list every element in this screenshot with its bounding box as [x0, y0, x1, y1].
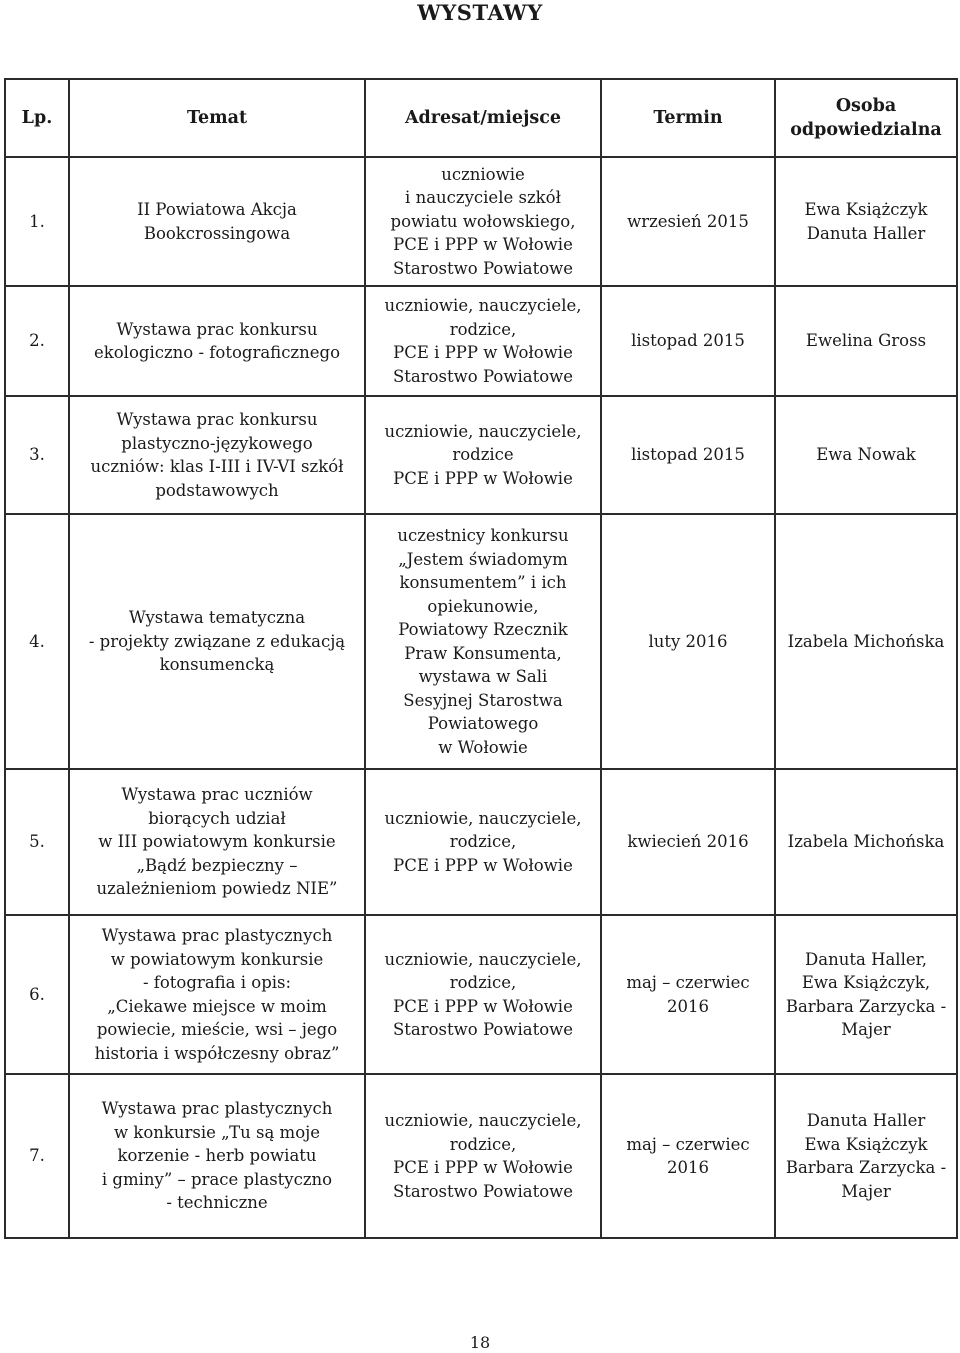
header-osoba	[775, 79, 957, 157]
header-osoba-line: Osoba	[835, 96, 897, 116]
cell-adresat-line: uczniowie, nauczyciele,	[384, 421, 582, 441]
cell-adresat-line: uczniowie, nauczyciele,	[384, 949, 582, 969]
cell-adresat-line: PCE i PPP w Wołowie	[393, 1158, 573, 1177]
cell-lp: 6.	[5, 915, 69, 1074]
table-header-row	[5, 79, 957, 157]
cell-adresat-line: uczniowie, nauczyciele,	[384, 1111, 582, 1130]
cell-temat	[69, 915, 365, 1074]
cell-adresat-line: Sesyjnej Starostwa	[403, 690, 563, 710]
cell-temat-line: biorących udział	[148, 808, 286, 828]
cell-temat-line: w powiatowym konkursie	[110, 949, 324, 969]
cell-adresat-line: rodzice,	[449, 973, 517, 992]
cell-adresat-line: Praw Konsumenta,	[404, 643, 562, 663]
header-osoba-line: odpowiedzialna	[790, 120, 942, 140]
cell-adresat-line: PCE i PPP w Wołowie	[393, 468, 573, 488]
cell-osoba-line: Izabela Michońska	[787, 631, 945, 651]
header-termin: Termin	[601, 79, 775, 157]
cell-adresat	[365, 1074, 601, 1238]
cell-temat-line: w III powiatowym konkursie	[98, 832, 336, 852]
table-row	[5, 1074, 957, 1238]
cell-lp: 1.	[5, 157, 69, 286]
cell-temat-line: Wystawa prac uczniów	[121, 785, 313, 805]
cell-termin-line: listopad 2015	[631, 445, 745, 465]
cell-osoba-line: Danuta Haller,	[805, 949, 927, 969]
cell-temat-line: Bookcrossingowa	[143, 223, 291, 243]
cell-temat-line: - fotografia i opis:	[142, 973, 292, 992]
cell-adresat-line: wystawa w Sali	[418, 667, 548, 686]
cell-adresat-line: opiekunowie,	[427, 596, 539, 616]
cell-osoba-line: Barbara Zarzycka -	[785, 1158, 947, 1177]
cell-adresat-line: i nauczyciele szkół	[405, 188, 561, 208]
cell-termin	[601, 915, 775, 1074]
cell-osoba-line: Danuta Haller	[806, 223, 926, 243]
cell-osoba	[775, 915, 957, 1074]
cell-temat-line: konsumencką	[159, 655, 275, 675]
cell-adresat-line: uczestnicy konkursu	[397, 526, 569, 545]
cell-adresat-line: w Wołowie	[438, 737, 528, 757]
cell-osoba-line: Ewa Książczyk	[804, 1134, 928, 1154]
cell-temat-line: powiecie, mieście, wsi – jego	[96, 1020, 338, 1039]
table-row	[5, 396, 957, 514]
cell-temat-line: ekologiczno - fotograficznego	[93, 343, 341, 362]
cell-temat-line: uzależnieniom powiedz NIE”	[96, 879, 338, 899]
cell-lp: 3.	[5, 396, 69, 514]
cell-adresat-line: PCE i PPP w Wołowie	[393, 235, 573, 255]
cell-temat-line: historia i współczesny obraz”	[94, 1043, 340, 1063]
cell-adresat	[365, 396, 601, 514]
cell-lp: 4.	[5, 514, 69, 769]
cell-lp: 2.	[5, 286, 69, 396]
cell-adresat	[365, 286, 601, 396]
cell-osoba	[775, 396, 957, 514]
cell-osoba-line: Danuta Haller	[806, 1111, 926, 1130]
cell-adresat-line: Starostwo Powiatowe	[392, 366, 574, 386]
table-row	[5, 915, 957, 1074]
cell-osoba	[775, 1074, 957, 1238]
cell-osoba-line: Ewa Książczyk,	[801, 973, 931, 992]
cell-temat-line: podstawowych	[155, 480, 279, 500]
cell-adresat-line: PCE i PPP w Wołowie	[393, 996, 573, 1016]
cell-temat-line: w konkursie „Tu są moje	[113, 1122, 321, 1142]
cell-adresat	[365, 514, 601, 769]
cell-termin-line: luty 2016	[648, 631, 728, 651]
cell-termin	[601, 769, 775, 915]
cell-adresat-line: rodzice	[452, 445, 514, 465]
cell-adresat	[365, 915, 601, 1074]
cell-termin-line: kwiecień 2016	[627, 832, 749, 852]
cell-termin	[601, 157, 775, 286]
cell-adresat-line: PCE i PPP w Wołowie	[393, 343, 573, 362]
cell-termin-line: 2016	[667, 1158, 709, 1177]
exhibitions-table	[4, 78, 958, 1239]
cell-adresat-line: Starostwo Powiatowe	[392, 258, 574, 278]
header-lp: Lp.	[5, 79, 69, 157]
cell-termin	[601, 514, 775, 769]
page-number: 18	[469, 1333, 491, 1352]
cell-temat	[69, 514, 365, 769]
cell-adresat-line: Starostwo Powiatowe	[392, 1020, 574, 1039]
cell-osoba-line: Majer	[841, 1020, 891, 1039]
page-title: WYSTAWY	[417, 0, 543, 25]
table-row	[5, 157, 957, 286]
cell-adresat-line: rodzice,	[449, 1134, 517, 1154]
cell-osoba-line: Ewelina Gross	[805, 331, 927, 351]
cell-termin-line: listopad 2015	[631, 331, 745, 351]
cell-temat-line: Wystawa prac konkursu	[116, 319, 318, 339]
cell-osoba-line: Izabela Michońska	[787, 832, 945, 852]
cell-adresat-line: powiatu wołowskiego,	[390, 211, 576, 231]
cell-osoba-line: Ewa Nowak	[816, 445, 916, 465]
cell-temat	[69, 396, 365, 514]
cell-termin-line: wrzesień 2015	[627, 211, 749, 231]
cell-termin-line: maj – czerwiec	[626, 1134, 750, 1154]
table-body	[5, 157, 957, 1238]
cell-temat-line: Wystawa prac plastycznych	[101, 1099, 333, 1119]
cell-temat-line: II Powiatowa Akcja	[137, 200, 297, 219]
cell-temat	[69, 157, 365, 286]
cell-adresat-line: PCE i PPP w Wołowie	[393, 855, 573, 875]
cell-adresat-line: Starostwo Powiatowe	[392, 1181, 574, 1201]
header-adresat: Adresat/miejsce	[365, 79, 601, 157]
cell-temat-line: uczniów: klas I-III i IV-VI szkół	[90, 457, 344, 476]
table-row	[5, 514, 957, 769]
cell-osoba	[775, 769, 957, 915]
cell-temat-line: Wystawa tematyczna	[128, 608, 306, 628]
cell-temat-line: korzenie - herb powiatu	[117, 1146, 317, 1166]
cell-temat-line: Wystawa prac plastycznych	[101, 926, 333, 945]
cell-termin	[601, 396, 775, 514]
cell-adresat-line: Powiatowy Rzecznik	[398, 620, 568, 639]
cell-osoba-line: Barbara Zarzycka -	[785, 996, 947, 1016]
cell-temat-line: Wystawa prac konkursu	[116, 410, 318, 429]
cell-termin	[601, 286, 775, 396]
cell-termin	[601, 1074, 775, 1238]
cell-termin-line: maj – czerwiec	[626, 973, 750, 992]
table-row	[5, 769, 957, 915]
cell-adresat-line: uczniowie	[441, 164, 525, 184]
table-row	[5, 286, 957, 396]
cell-temat-line: - projekty związane z edukacją	[88, 631, 346, 651]
cell-temat	[69, 1074, 365, 1238]
cell-adresat-line: konsumentem” i ich	[399, 573, 567, 592]
cell-adresat	[365, 157, 601, 286]
cell-adresat-line: Powiatowego	[427, 714, 539, 733]
cell-temat	[69, 769, 365, 915]
cell-temat-line: „Bądź bezpieczny –	[136, 855, 298, 875]
cell-adresat-line: uczniowie, nauczyciele,	[384, 808, 582, 828]
cell-lp: 5.	[5, 769, 69, 915]
cell-osoba-line: Ewa Książczyk	[804, 200, 928, 219]
cell-temat-line: - techniczne	[166, 1193, 268, 1213]
cell-temat-line: „Ciekawe miejsce w moim	[107, 996, 327, 1016]
cell-osoba	[775, 157, 957, 286]
cell-adresat-line: rodzice,	[449, 832, 517, 852]
cell-lp: 7.	[5, 1074, 69, 1238]
cell-temat-line: plastyczno-językowego	[121, 433, 313, 453]
cell-temat-line: i gminy” – prace plastyczno	[101, 1169, 333, 1189]
cell-osoba	[775, 286, 957, 396]
cell-temat	[69, 286, 365, 396]
cell-osoba	[775, 514, 957, 769]
cell-osoba-line: Majer	[841, 1181, 891, 1201]
header-temat: Temat	[69, 79, 365, 157]
cell-adresat-line: „Jestem świadomym	[398, 549, 568, 569]
cell-adresat	[365, 769, 601, 915]
cell-termin-line: 2016	[667, 996, 709, 1016]
cell-adresat-line: rodzice,	[449, 319, 517, 339]
cell-adresat-line: uczniowie, nauczyciele,	[384, 296, 582, 315]
